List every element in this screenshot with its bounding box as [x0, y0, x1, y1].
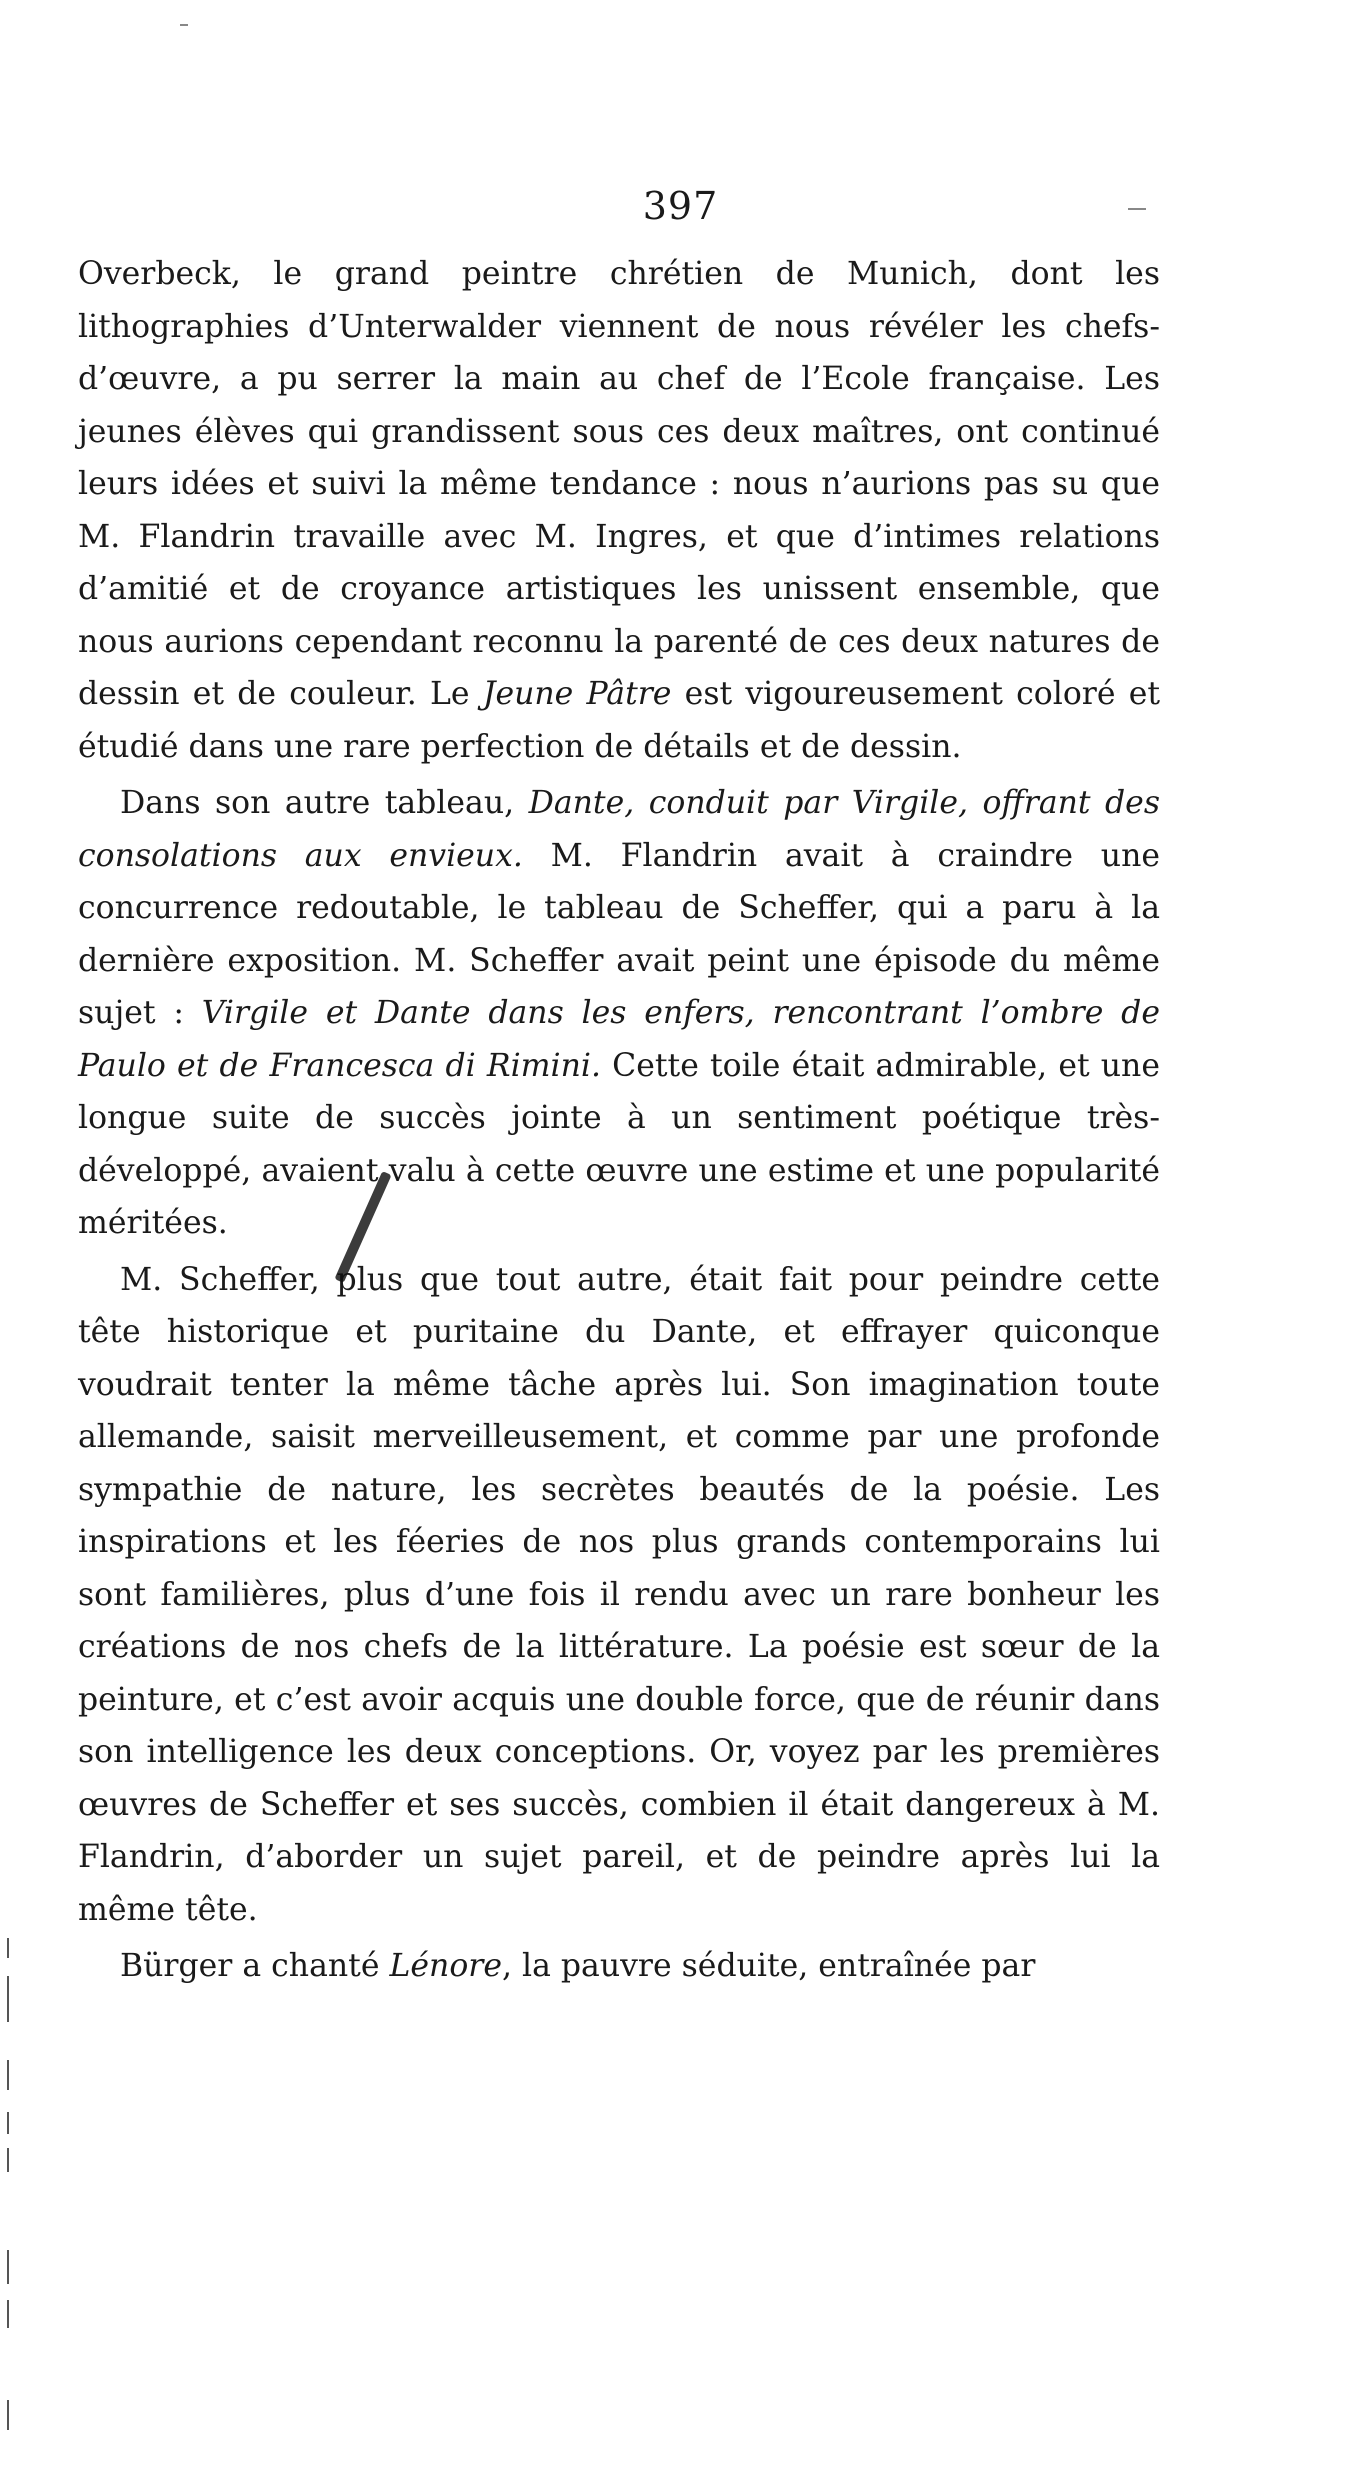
paragraph-2-text-b: M. Flandrin avait à craindre une concurrence redoutable, le tableau de Scheffer, qui a paru à la dernière exposition. M. Scheffer avait peint une épisode du même sujet :	[78, 837, 1160, 1031]
paragraph-4	[78, 1940, 1160, 1993]
paragraph-2-text-c: Cette toile était admirable, et une longue suite de succès jointe à un sentiment poétique très-développé, avaient valu à cette œuvre une estime et une popularité méritées.	[78, 1047, 1160, 1241]
paragraph-2-italic-title-b: Virgile et Dante dans les enfers, rencontrant l’ombre de Paulo et de Francesca di Rimini.	[78, 995, 1160, 1084]
margin-tick	[180, 24, 188, 26]
paragraph-3	[78, 1254, 1160, 1937]
paragraph-2-italic-title-a: Dante, conduit par Virgile, offrant des consolations aux envieux.	[78, 785, 1160, 874]
paragraph-1	[78, 248, 1160, 773]
margin-tick	[1128, 208, 1146, 210]
margin-mark	[7, 1938, 9, 1958]
margin-mark	[7, 1976, 9, 2022]
margin-mark	[7, 2400, 9, 2430]
paragraph-4-text-b: , la pauvre séduite, entraînée par	[502, 1948, 1036, 1984]
paragraph-4-italic-title: Lénore	[389, 1948, 502, 1984]
paragraph-2-text-a: Dans son autre tableau,	[120, 785, 529, 821]
paragraph-3-text: M. Scheffer, plus que tout autre, était fait pour peindre cette tête historique et puritaine du Dante, et effrayer quiconque voudrait tenter la même tâche après lui. Son imagination toute allemande, saisit merveilleusement, et comme par une profonde sympathie de nature, les secrètes beautés de la poésie. Les inspirations et les féeries de nos plus grands contemporains lui sont familières, plus d’une fois il rendu avec un rare bonheur les créations de nos chefs de la littérature. La poésie est sœur de la peinture, et c’est avoir acquis une double force, que de réunir dans son intelligence les deux conceptions. Or, voyez par les premières œuvres de Scheffer et ses succès, combien il était dangereux à M. Flandrin, d’aborder un sujet pareil, et de peindre après lui la même tête.	[78, 1261, 1160, 1928]
paragraph-1-text-b: est vigoureusement coloré et étudié dans une rare perfection de détails et de dessin.	[78, 676, 1161, 765]
paragraph-1-text-a: Overbeck, le grand peintre chrétien de Munich, dont les lithographies d’Unterwalder viennent de nous révéler les chefs-d’œuvre, a pu serrer la main au chef de l’Ecole française. Les jeunes élèves qui grandissent sous ces deux maîtres, ont continué leurs idées et suivi la même tendance : nous n’aurions pas su que M. Flandrin travaille avec M. Ingres, et que d’intimes relations d’amitié et de croyance artistiques les unissent ensemble, que nous aurions cependant reconnu la parenté de ces deux natures de dessin et de couleur. Le	[78, 256, 1160, 712]
body-text	[78, 248, 1160, 1997]
paragraph-4-text-a: Bürger a chanté	[120, 1948, 390, 1984]
margin-mark	[7, 2148, 9, 2172]
margin-mark	[7, 2250, 9, 2284]
margin-mark	[7, 2060, 9, 2090]
margin-mark	[7, 2300, 9, 2328]
paragraph-1-italic-title: Jeune Pâtre	[482, 676, 672, 712]
paragraph-2	[78, 777, 1160, 1250]
page-number: 397	[642, 184, 719, 228]
margin-mark	[7, 2112, 9, 2134]
